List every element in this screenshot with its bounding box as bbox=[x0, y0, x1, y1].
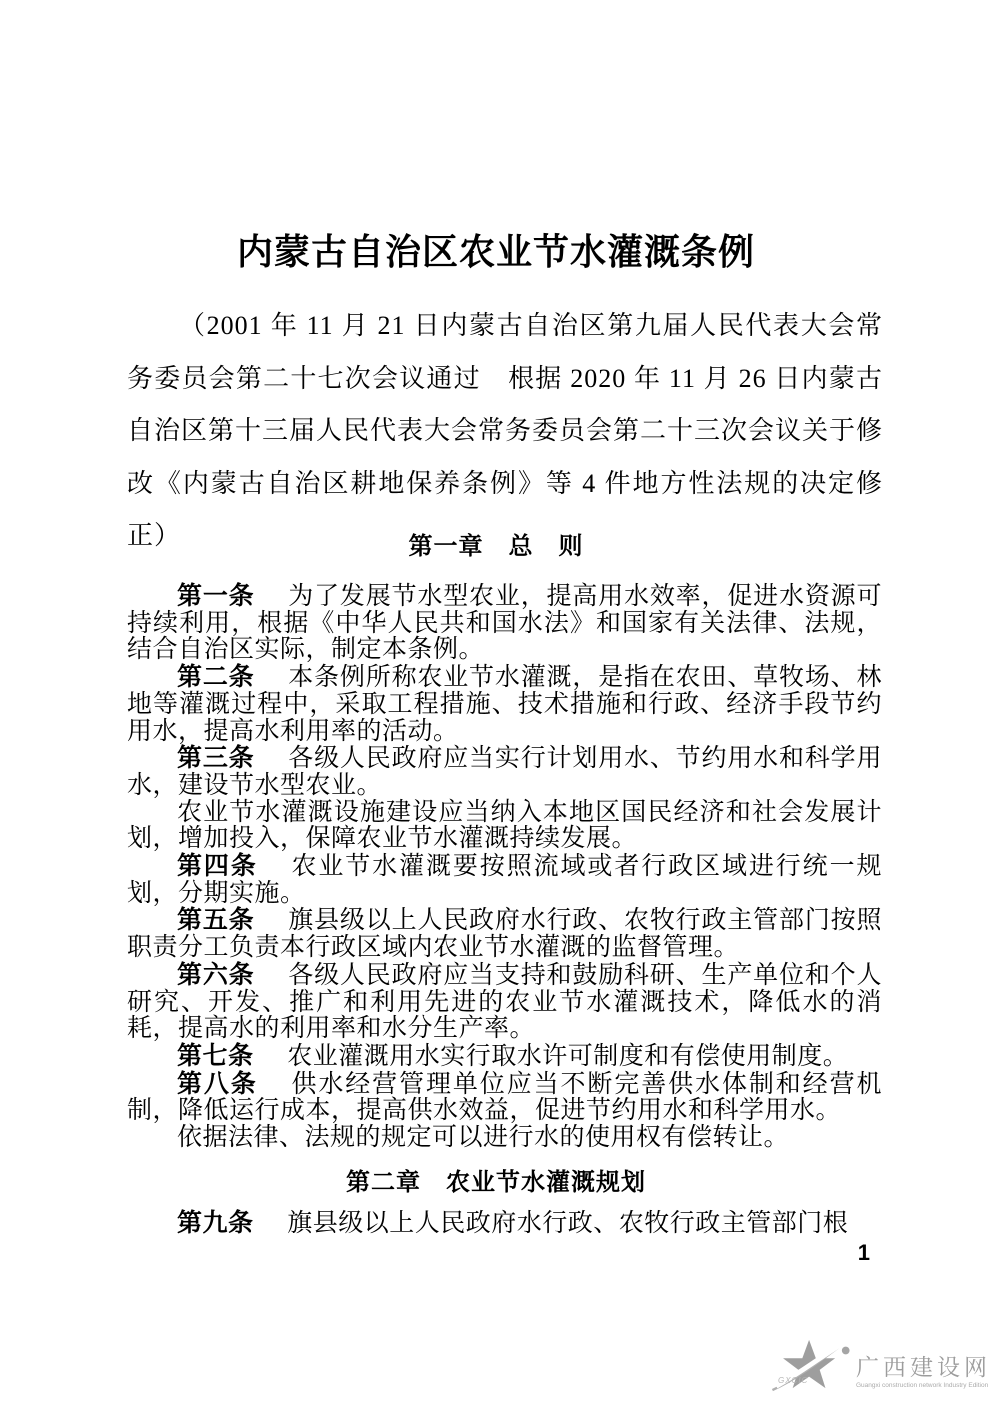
article-7 bbox=[127, 1043, 882, 1071]
article-5 bbox=[127, 907, 882, 961]
document-title: 内蒙古自治区农业节水灌溉条例 bbox=[236, 231, 755, 272]
page-number: 1 bbox=[857, 1240, 870, 1265]
chapter-1-body bbox=[127, 583, 882, 1152]
article-1-label: 第一条 bbox=[177, 582, 255, 610]
article-4 bbox=[127, 853, 882, 907]
article-7-text: 农业灌溉用水实行取水许可制度和有偿使用制度。 bbox=[287, 1042, 849, 1070]
chapter-1-heading: 第一章 总 则 bbox=[408, 533, 584, 560]
article-4-text: 农业节水灌溉要按照流域或者行政区域进行统一规划，分期实施。 bbox=[127, 853, 882, 907]
article-9-text: 旗县级以上人民政府水行政、农牧行政主管部门根 bbox=[287, 1210, 849, 1237]
watermark bbox=[770, 1336, 992, 1402]
article-3-label: 第三条 bbox=[177, 744, 255, 773]
watermark-en-text: Guangxi construction network Industry Edition bbox=[856, 1382, 989, 1389]
preamble: （2001 年 11 月 21 日内蒙古自治区第九届人民代表大会常务委员会第二十七次会议通过 根据 2020 年 11 月 26 日内蒙古自治区第十三届人民代表大会常务委员会第二十三次会议关于修改《内蒙古自治区耕地保养条例》等 4 件地方性法规的决定修正） bbox=[127, 311, 884, 550]
article-1 bbox=[127, 583, 882, 664]
article-3 bbox=[127, 745, 882, 799]
article-2-label: 第二条 bbox=[177, 663, 255, 692]
article-6-text: 各级人民政府应当支持和鼓励科研、生产单位和个人研究、开发、推广和利用先进的农业节水灌溉技术，降低水的消耗，提高水的利用率和水分生产率。 bbox=[127, 961, 882, 1043]
article-5-text: 旗县级以上人民政府水行政、农牧行政主管部门按照职责分工负责本行政区域内农业节水灌溉的监督管理。 bbox=[127, 907, 882, 962]
article-3-paragraph-2: 农业节水灌溉设施建设应当纳入本地区国民经济和社会发展计划，增加投入，保障农业节水灌溉持续发展。 bbox=[127, 798, 882, 853]
article-5-label: 第五条 bbox=[177, 906, 255, 935]
watermark-logo-text: GXCIC bbox=[778, 1376, 809, 1385]
chapter-2-body bbox=[127, 1210, 882, 1238]
chapter-2-heading: 第二章 农业节水灌溉规划 bbox=[346, 1169, 646, 1196]
article-2 bbox=[127, 664, 882, 745]
article-7-label: 第七条 bbox=[177, 1041, 254, 1070]
article-8-paragraph-2: 依据法律、法规的规定可以进行水的使用权有偿转让。 bbox=[177, 1124, 790, 1152]
star-logo-icon bbox=[770, 1338, 852, 1397]
article-3-text: 各级人民政府应当实行计划用水、节约用水和科学用水，建设节水型农业。 bbox=[127, 745, 882, 799]
watermark-cn-text: 广西建设网 bbox=[856, 1355, 991, 1380]
article-6-label: 第六条 bbox=[177, 960, 255, 989]
article-8-label: 第八条 bbox=[177, 1069, 258, 1098]
article-2-text: 本条例所称农业节水灌溉，是指在农田、草牧场、林地等灌溉过程中，采取工程措施、技术措施和行政、经济手段节约用水，提高水利用率的活动。 bbox=[127, 664, 882, 745]
article-6 bbox=[127, 962, 882, 1043]
article-8 bbox=[127, 1071, 882, 1125]
article-8-text: 供水经营管理单位应当不断完善供水体制和经营机制，降低运行成本，提高供水效益，促进节约用水和科学用水。 bbox=[127, 1070, 882, 1125]
article-1-text: 为了发展节水型农业，提高用水效率，促进水资源可持续利用，根据《中华人民共和国水法》和国家有关法律、法规，结合自治区实际，制定本条例。 bbox=[127, 583, 882, 664]
article-9-label: 第九条 bbox=[177, 1209, 254, 1237]
article-4-label: 第四条 bbox=[177, 852, 258, 881]
article-9 bbox=[127, 1210, 882, 1238]
